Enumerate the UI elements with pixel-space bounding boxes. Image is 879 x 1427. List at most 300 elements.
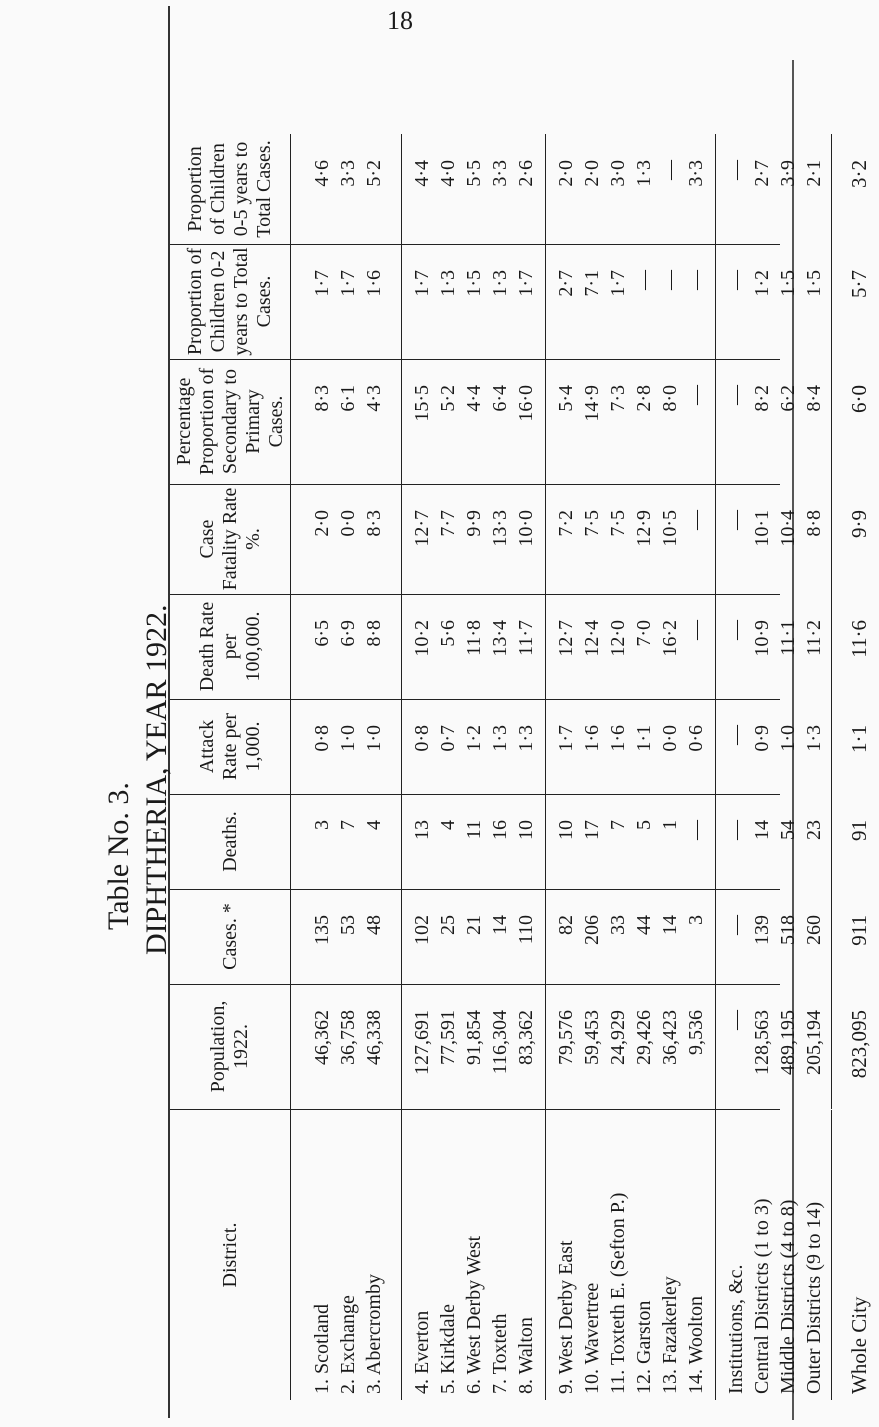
row-group bbox=[553, 1110, 709, 1400]
cell-secondary: 5·2 bbox=[437, 385, 459, 412]
cell-deaths: 7 bbox=[337, 820, 359, 830]
row-group bbox=[309, 484, 387, 594]
cell-death_rate: 8·8 bbox=[363, 620, 385, 647]
cell-prop02: 1·5 bbox=[777, 270, 799, 297]
table-subtitle: DIPHTHERIA, YEAR 1922. bbox=[140, 604, 173, 955]
cell-deaths: 4 bbox=[437, 820, 459, 830]
cell-death_rate: 11·8 bbox=[463, 620, 485, 656]
row-group bbox=[409, 889, 539, 984]
column-header-deaths: Deaths. bbox=[170, 794, 291, 889]
cell-cases: 14 bbox=[489, 915, 511, 935]
cell-prop05: 1·3 bbox=[633, 160, 655, 187]
cell-cases: — bbox=[725, 915, 747, 935]
row-group bbox=[839, 889, 879, 984]
cell-prop02: — bbox=[633, 270, 655, 290]
cell-secondary: 6·4 bbox=[489, 385, 511, 412]
cell-death_rate: 10·2 bbox=[411, 620, 433, 657]
column-header-death_rate: Death Rate per 100,000. bbox=[170, 594, 291, 699]
cell-prop02: 1·7 bbox=[411, 270, 433, 297]
row-group bbox=[409, 794, 539, 889]
cell-district: 12. Garston bbox=[633, 1300, 655, 1394]
cell-secondary: 5·4 bbox=[555, 385, 577, 412]
cell-prop05: 4·0 bbox=[437, 160, 459, 187]
column-attack bbox=[170, 699, 871, 795]
cell-prop02: 5·7 bbox=[847, 270, 871, 298]
cell-cases: 206 bbox=[581, 915, 603, 945]
group-separator bbox=[545, 984, 546, 1109]
row-group bbox=[409, 1110, 539, 1400]
cell-district: 11. Toxteth E. (Sefton P.) bbox=[607, 1192, 629, 1394]
cell-district: Middle Districts (4 to 8) bbox=[777, 1199, 799, 1394]
cell-prop05: 4·4 bbox=[411, 160, 433, 187]
cell-population: 9,536 bbox=[685, 1010, 707, 1055]
group-separator bbox=[545, 134, 546, 244]
row-group bbox=[553, 484, 709, 594]
cell-cases: 48 bbox=[363, 915, 385, 935]
cell-deaths: 10 bbox=[515, 820, 537, 840]
row-group bbox=[409, 594, 539, 699]
cell-prop05: — bbox=[725, 160, 747, 180]
cell-cases: 14 bbox=[659, 915, 681, 935]
cell-prop02: — bbox=[685, 270, 707, 290]
group-separator bbox=[401, 594, 402, 699]
row-group bbox=[409, 699, 539, 794]
cell-deaths: 10 bbox=[555, 820, 577, 840]
cell-population: 823,095 bbox=[847, 1010, 871, 1079]
cell-prop02: 1·7 bbox=[607, 270, 629, 297]
column-secondary bbox=[170, 359, 871, 485]
column-prop02 bbox=[170, 244, 871, 360]
group-separator bbox=[401, 134, 402, 244]
cell-fatality: 7·5 bbox=[581, 510, 603, 537]
row-group bbox=[723, 134, 827, 244]
cell-attack: 0·7 bbox=[437, 725, 459, 752]
cell-secondary: 8·2 bbox=[751, 385, 773, 412]
cell-population: 24,929 bbox=[607, 1010, 629, 1065]
cell-prop05: 2·0 bbox=[581, 160, 603, 187]
cell-secondary: 14·9 bbox=[581, 385, 603, 422]
group-separator bbox=[715, 889, 716, 984]
cell-population: 46,362 bbox=[311, 1010, 333, 1065]
cell-population: 83,362 bbox=[515, 1010, 537, 1065]
cell-secondary: 8·4 bbox=[803, 385, 825, 412]
cell-prop02: 1·5 bbox=[803, 270, 825, 297]
cell-population: — bbox=[725, 1010, 747, 1030]
cell-district: 8. Walton bbox=[515, 1317, 537, 1394]
cell-death_rate: 12·4 bbox=[581, 620, 603, 657]
row-group bbox=[409, 484, 539, 594]
group-separator bbox=[401, 699, 402, 794]
group-separator bbox=[831, 699, 832, 794]
cell-prop02: 7·1 bbox=[581, 270, 603, 297]
cell-deaths: 7 bbox=[607, 820, 629, 830]
cell-fatality: 9·9 bbox=[847, 510, 871, 538]
row-group bbox=[839, 794, 879, 889]
group-separator bbox=[715, 699, 716, 794]
row-group bbox=[309, 699, 387, 794]
cell-fatality: 10·5 bbox=[659, 510, 681, 547]
group-separator bbox=[831, 359, 832, 484]
cell-prop02: 2·7 bbox=[555, 270, 577, 297]
cell-secondary: — bbox=[685, 385, 707, 405]
cell-death_rate: — bbox=[685, 620, 707, 640]
cell-deaths: — bbox=[725, 820, 747, 840]
cell-prop05: 3·3 bbox=[685, 160, 707, 187]
cell-prop05: 3·0 bbox=[607, 160, 629, 187]
diphtheria-table bbox=[170, 135, 871, 1400]
row-group bbox=[723, 594, 827, 699]
cell-deaths: 4 bbox=[363, 820, 385, 830]
cell-secondary: 6·1 bbox=[337, 385, 359, 412]
cell-district: 10. Wavertree bbox=[581, 1282, 603, 1394]
cell-district: 3. Abercromby bbox=[363, 1274, 385, 1394]
row-group bbox=[553, 134, 709, 244]
cell-death_rate: 16·2 bbox=[659, 620, 681, 657]
cell-attack: 1·7 bbox=[555, 725, 577, 752]
row-group bbox=[409, 134, 539, 244]
group-separator bbox=[401, 484, 402, 594]
cell-prop02: 1·7 bbox=[311, 270, 333, 297]
cell-cases: 911 bbox=[847, 915, 871, 946]
cell-attack: 1·6 bbox=[607, 725, 629, 752]
group-separator bbox=[545, 484, 546, 594]
cell-death_rate: 11·7 bbox=[515, 620, 537, 656]
cell-attack: 0·8 bbox=[311, 725, 333, 752]
cell-prop02: — bbox=[725, 270, 747, 290]
cell-population: 36,423 bbox=[659, 1010, 681, 1065]
row-group bbox=[309, 134, 387, 244]
group-separator bbox=[715, 359, 716, 484]
cell-deaths: 11 bbox=[463, 820, 485, 840]
cell-death_rate: — bbox=[725, 620, 747, 640]
cell-population: 79,576 bbox=[555, 1010, 577, 1065]
cell-prop05: 5·5 bbox=[463, 160, 485, 187]
row-group bbox=[723, 244, 827, 359]
cell-cases: 260 bbox=[803, 915, 825, 945]
cell-prop02: 1·3 bbox=[437, 270, 459, 297]
row-group bbox=[309, 1110, 387, 1400]
group-separator bbox=[545, 359, 546, 484]
cell-secondary: 6·0 bbox=[847, 385, 871, 413]
cell-attack: 1·0 bbox=[363, 725, 385, 752]
cell-prop05: 3·2 bbox=[847, 160, 871, 188]
row-group bbox=[309, 984, 387, 1109]
cell-cases: 21 bbox=[463, 915, 485, 935]
row-group bbox=[839, 134, 879, 244]
cell-cases: 3 bbox=[685, 915, 707, 925]
cell-fatality: 13·3 bbox=[489, 510, 511, 547]
cell-fatality: 7·7 bbox=[437, 510, 459, 537]
cell-secondary: 2·8 bbox=[633, 385, 655, 412]
cell-attack: 1·3 bbox=[515, 725, 537, 752]
row-group bbox=[839, 1110, 879, 1400]
cell-attack: 0·6 bbox=[685, 725, 707, 752]
cell-cases: 25 bbox=[437, 915, 459, 935]
cell-prop02: 1·7 bbox=[337, 270, 359, 297]
cell-fatality: 7·5 bbox=[607, 510, 629, 537]
group-separator bbox=[401, 794, 402, 889]
cell-population: 489,195 bbox=[777, 1010, 799, 1075]
cell-population: 36,758 bbox=[337, 1010, 359, 1065]
row-group bbox=[839, 594, 879, 699]
cell-death_rate: 12·0 bbox=[607, 620, 629, 657]
row-group bbox=[553, 594, 709, 699]
group-separator bbox=[831, 984, 832, 1109]
row-group bbox=[409, 359, 539, 484]
cell-population: 116,304 bbox=[489, 1010, 511, 1075]
cell-district: Whole City bbox=[847, 1296, 871, 1394]
cell-deaths: 14 bbox=[751, 820, 773, 840]
cell-death_rate: 11·2 bbox=[803, 620, 825, 656]
cell-district: 2. Exchange bbox=[337, 1295, 359, 1394]
column-cases bbox=[170, 889, 871, 985]
row-group bbox=[723, 889, 827, 984]
cell-fatality: 9·9 bbox=[463, 510, 485, 537]
cell-population: 29,426 bbox=[633, 1010, 655, 1065]
cell-death_rate: 13·4 bbox=[489, 620, 511, 657]
cell-cases: 110 bbox=[515, 915, 537, 945]
cell-deaths: 16 bbox=[489, 820, 511, 840]
group-separator bbox=[715, 794, 716, 889]
row-group bbox=[553, 794, 709, 889]
cell-fatality: 10·0 bbox=[515, 510, 537, 547]
cell-secondary: 7·3 bbox=[607, 385, 629, 412]
cell-secondary: 16·0 bbox=[515, 385, 537, 422]
cell-secondary: — bbox=[725, 385, 747, 405]
group-separator bbox=[715, 484, 716, 594]
cell-death_rate: 6·9 bbox=[337, 620, 359, 647]
cell-prop02: 1·3 bbox=[489, 270, 511, 297]
cell-prop05: 3·9 bbox=[777, 160, 799, 187]
cell-district: 6. West Derby West bbox=[463, 1235, 485, 1394]
group-separator bbox=[715, 1110, 716, 1400]
group-separator bbox=[831, 889, 832, 984]
group-separator bbox=[715, 244, 716, 359]
cell-attack: 1·6 bbox=[581, 725, 603, 752]
cell-deaths: 54 bbox=[777, 820, 799, 840]
group-separator bbox=[545, 244, 546, 359]
cell-deaths: 91 bbox=[847, 820, 871, 841]
group-separator bbox=[831, 1110, 832, 1400]
cell-prop02: 1·2 bbox=[751, 270, 773, 297]
cell-attack: 1·0 bbox=[777, 725, 799, 752]
cell-population: 128,563 bbox=[751, 1010, 773, 1075]
column-population bbox=[170, 984, 871, 1110]
group-separator bbox=[401, 359, 402, 484]
column-header-population: Population, 1922. bbox=[170, 984, 291, 1109]
cell-death_rate: 5·6 bbox=[437, 620, 459, 647]
cell-district: 9. West Derby East bbox=[555, 1240, 577, 1394]
row-group bbox=[839, 484, 879, 594]
column-district bbox=[170, 1110, 871, 1400]
column-header-district: District. bbox=[170, 1110, 291, 1400]
cell-district: Central Districts (1 to 3) bbox=[751, 1198, 773, 1394]
cell-prop05: 3·3 bbox=[337, 160, 359, 187]
row-group bbox=[839, 984, 879, 1109]
cell-district: Outer Districts (9 to 14) bbox=[803, 1201, 825, 1394]
cell-prop05: 2·0 bbox=[555, 160, 577, 187]
cell-secondary: 8·0 bbox=[659, 385, 681, 412]
cell-population: 77,591 bbox=[437, 1010, 459, 1065]
cell-cases: 44 bbox=[633, 915, 655, 935]
cell-death_rate: 7·0 bbox=[633, 620, 655, 647]
cell-death_rate: 11·1 bbox=[777, 620, 799, 656]
table-title: Table No. 3. bbox=[102, 782, 135, 930]
row-group bbox=[723, 699, 827, 794]
cell-prop05: 4·6 bbox=[311, 160, 333, 187]
cell-secondary: 4·4 bbox=[463, 385, 485, 412]
group-separator bbox=[715, 984, 716, 1109]
cell-population: 46,338 bbox=[363, 1010, 385, 1065]
column-death_rate bbox=[170, 594, 871, 700]
cell-attack: 1·0 bbox=[337, 725, 359, 752]
row-group bbox=[553, 984, 709, 1109]
row-group bbox=[309, 359, 387, 484]
group-separator bbox=[831, 594, 832, 699]
cell-prop05: 3·3 bbox=[489, 160, 511, 187]
row-group bbox=[309, 244, 387, 359]
group-separator bbox=[545, 594, 546, 699]
cell-attack: 1·1 bbox=[633, 725, 655, 752]
cell-fatality: 8·3 bbox=[363, 510, 385, 537]
cell-prop05: 5·2 bbox=[363, 160, 385, 187]
page-number: 18 bbox=[387, 6, 413, 35]
column-header-prop05: Proportion of Children 0-5 years to Total Cases. bbox=[170, 134, 291, 244]
cell-attack: 1·2 bbox=[463, 725, 485, 752]
cell-fatality: — bbox=[685, 510, 707, 530]
column-fatality bbox=[170, 484, 871, 595]
cell-attack: 1·3 bbox=[803, 725, 825, 752]
cell-cases: 82 bbox=[555, 915, 577, 935]
cell-cases: 102 bbox=[411, 915, 433, 945]
cell-fatality: 8·8 bbox=[803, 510, 825, 537]
cell-prop02: 1·5 bbox=[463, 270, 485, 297]
cell-prop05: 2·1 bbox=[803, 160, 825, 187]
cell-cases: 139 bbox=[751, 915, 773, 945]
cell-attack: 0·8 bbox=[411, 725, 433, 752]
row-group bbox=[723, 794, 827, 889]
cell-cases: 518 bbox=[777, 915, 799, 945]
group-separator bbox=[401, 244, 402, 359]
column-header-cases: Cases. * bbox=[170, 889, 291, 984]
cell-district: 4. Everton bbox=[411, 1310, 433, 1394]
cell-secondary: 6·2 bbox=[777, 385, 799, 412]
group-separator bbox=[401, 984, 402, 1109]
row-group bbox=[409, 244, 539, 359]
row-group bbox=[839, 359, 879, 484]
group-separator bbox=[715, 594, 716, 699]
cell-population: 127,691 bbox=[411, 1010, 433, 1075]
row-group bbox=[309, 594, 387, 699]
cell-death_rate: 10·9 bbox=[751, 620, 773, 657]
row-group bbox=[553, 699, 709, 794]
cell-fatality: 10·4 bbox=[777, 510, 799, 547]
column-header-fatality: Case Fatality Rate %. bbox=[170, 484, 291, 594]
column-prop05 bbox=[170, 134, 871, 245]
cell-attack: 1·3 bbox=[489, 725, 511, 752]
cell-death_rate: 11·6 bbox=[847, 620, 871, 658]
cell-deaths: — bbox=[685, 820, 707, 840]
cell-secondary: 8·3 bbox=[311, 385, 333, 412]
cell-attack: — bbox=[725, 725, 747, 745]
cell-cases: 33 bbox=[607, 915, 629, 935]
cell-prop02: 1·6 bbox=[363, 270, 385, 297]
cell-population: 59,453 bbox=[581, 1010, 603, 1065]
row-group bbox=[309, 794, 387, 889]
cell-prop05: 2·7 bbox=[751, 160, 773, 187]
group-separator bbox=[545, 1110, 546, 1400]
cell-deaths: 5 bbox=[633, 820, 655, 830]
cell-fatality: 12·9 bbox=[633, 510, 655, 547]
cell-deaths: 17 bbox=[581, 820, 603, 840]
cell-secondary: 15·5 bbox=[411, 385, 433, 422]
group-separator bbox=[545, 889, 546, 984]
cell-cases: 53 bbox=[337, 915, 359, 935]
group-separator bbox=[831, 484, 832, 594]
cell-deaths: 23 bbox=[803, 820, 825, 840]
cell-prop05: 2·6 bbox=[515, 160, 537, 187]
cell-attack: 0·0 bbox=[659, 725, 681, 752]
group-separator bbox=[715, 134, 716, 244]
cell-fatality: 0·0 bbox=[337, 510, 359, 537]
cell-district: 14. Woolton bbox=[685, 1295, 707, 1394]
column-deaths bbox=[170, 794, 871, 890]
cell-attack: 1·1 bbox=[847, 725, 871, 753]
row-group bbox=[309, 889, 387, 984]
cell-population: 91,854 bbox=[463, 1010, 485, 1065]
cell-fatality: 7·2 bbox=[555, 510, 577, 537]
cell-prop02: — bbox=[659, 270, 681, 290]
group-separator bbox=[831, 134, 832, 244]
group-separator bbox=[831, 244, 832, 359]
row-group bbox=[409, 984, 539, 1109]
row-group bbox=[723, 1110, 827, 1400]
cell-district: 7. Toxteth bbox=[489, 1313, 511, 1394]
row-group bbox=[723, 359, 827, 484]
group-separator bbox=[401, 889, 402, 984]
cell-fatality: — bbox=[725, 510, 747, 530]
group-separator bbox=[545, 699, 546, 794]
cell-district: 13. Fazakerley bbox=[659, 1276, 681, 1394]
cell-district: Institutions, &c. bbox=[725, 1264, 747, 1394]
row-group bbox=[723, 984, 827, 1109]
cell-population: 205,194 bbox=[803, 1010, 825, 1075]
row-group bbox=[723, 484, 827, 594]
cell-death_rate: 12·7 bbox=[555, 620, 577, 657]
row-group bbox=[553, 244, 709, 359]
cell-prop05: — bbox=[659, 160, 681, 180]
column-header-prop02: Proportion of Children 0-2 years to Total Cases. bbox=[170, 244, 291, 359]
cell-prop02: 1·7 bbox=[515, 270, 537, 297]
row-group bbox=[553, 359, 709, 484]
cell-fatality: 2·0 bbox=[311, 510, 333, 537]
row-group bbox=[839, 699, 879, 794]
cell-district: 1. Scotland bbox=[311, 1304, 333, 1394]
cell-deaths: 3 bbox=[311, 820, 333, 830]
cell-death_rate: 6·5 bbox=[311, 620, 333, 647]
row-group bbox=[553, 889, 709, 984]
cell-secondary: 4·3 bbox=[363, 385, 385, 412]
cell-deaths: 13 bbox=[411, 820, 433, 840]
cell-cases: 135 bbox=[311, 915, 333, 945]
group-separator bbox=[545, 794, 546, 889]
cell-attack: 0·9 bbox=[751, 725, 773, 752]
cell-fatality: 10·1 bbox=[751, 510, 773, 547]
group-separator bbox=[401, 1110, 402, 1400]
cell-district: 5. Kirkdale bbox=[437, 1304, 459, 1394]
row-group bbox=[839, 244, 879, 359]
cell-fatality: 12·7 bbox=[411, 510, 433, 547]
